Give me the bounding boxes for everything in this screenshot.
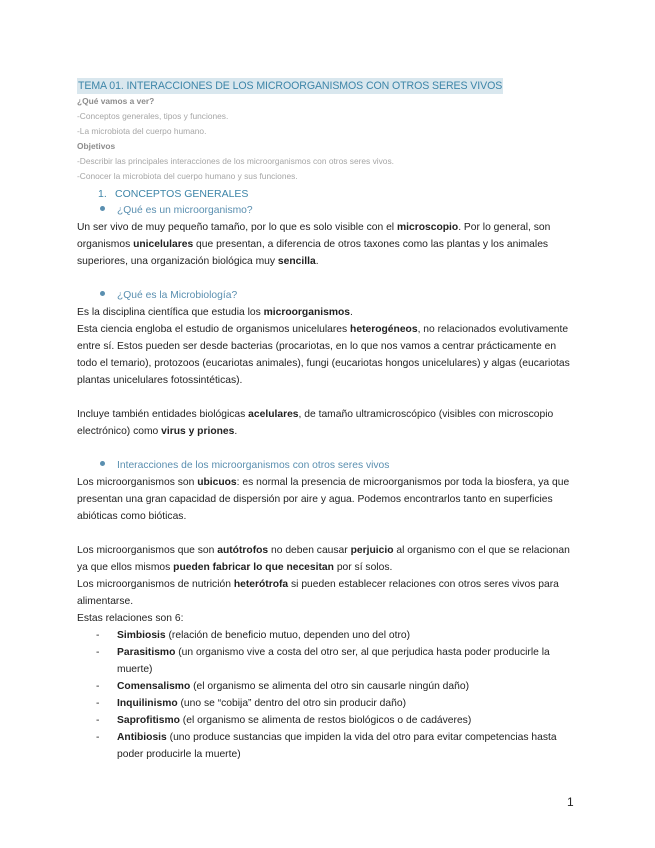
paragraph-acellular: Incluye también entidades biológicas acelulares, de tamaño ultramicroscópico (visibles con microscopio electrónico) como virus y priones. — [77, 409, 554, 437]
bullet-heading-interacciones — [98, 457, 577, 474]
paragraph-discipline: Es la disciplina científica que estudia los microorganismos. — [77, 307, 353, 318]
overview-heading: ¿Qué vamos a ver? — [77, 96, 155, 106]
overview-item: -La microbiota del cuerpo humano. — [77, 126, 207, 136]
page-number: 1 — [567, 795, 574, 809]
section-label: CONCEPTOS GENERALES — [115, 188, 249, 200]
relations-list — [77, 627, 577, 763]
bullet-dot-icon — [100, 461, 105, 466]
bullet-dot-icon — [100, 291, 105, 296]
paragraph-relations-intro: Estas relaciones son 6: — [77, 613, 184, 624]
list-item: - Saprofitismo (el organismo se alimenta de restos biológicos o de cadáveres) — [96, 715, 472, 726]
overview-item: -Conceptos generales, tipos y funciones. — [77, 111, 229, 121]
paragraph-heterotrophs: Los microorganismos de nutrición heterótrofa si pueden establecer relaciones con otros seres vivos para alimentarse. — [77, 579, 559, 607]
objective-item: -Conocer la microbiota del cuerpo humano y sus funciones. — [77, 171, 298, 181]
section-heading-conceptos — [98, 186, 577, 202]
list-item: - Parasitismo (un organismo vive a costa del otro ser, al que perjudica hasta poder producirle la muerte) — [96, 647, 550, 675]
bullet-heading-label: ¿Qué es la Microbiología? — [117, 290, 238, 301]
bullet-heading-label: ¿Qué es un microorganismo? — [117, 205, 253, 216]
objective-item: -Describir las principales interacciones de los microorganismos con otros seres vivos. — [77, 156, 394, 166]
document-content — [77, 76, 577, 763]
objectives-heading: Objetivos — [77, 141, 116, 151]
bullet-heading-label: Interacciones de los microorganismos con otros seres vivos — [117, 460, 390, 471]
section-number: 1. — [98, 188, 107, 200]
list-item: - Comensalismo (el organismo se alimenta del otro sin causarle ningún daño) — [96, 681, 469, 692]
document-title: TEMA 01. INTERACCIONES DE LOS MICROORGANISMOS CON OTROS SERES VIVOS — [78, 80, 503, 92]
paragraph-scope: Esta ciencia engloba el estudio de organismos unicelulares heterogéneos, no relacionados evolutivamente entre sí. Estos pueden ser desde bacterias (procariotas, en lo que nos vamos a centrar prácticamente en todo el temario), protozoos (eucariotas animales), fungi (eucariotas hongos unicelulares) y algas (eucariotas plantas unicelulares fotossintéticas). — [77, 324, 570, 386]
list-item: - Simbiosis (relación de beneficio mutuo, dependen uno del otro) — [96, 630, 411, 641]
paragraph-ubiquity: Los microorganismos son ubicuos: es normal la presencia de microorganismos por toda la biosfera, ya que presentan una gran capacidad de dispersión por aire y agua. Podemos encontrarlos tanto en superficies abióticas como bióticas. — [77, 477, 570, 522]
bullet-dot-icon — [100, 206, 105, 211]
bullet-heading-microorganismo — [98, 202, 577, 219]
bullet-heading-microbiologia — [98, 287, 577, 304]
paragraph-autotrophs: Los microorganismos que son autótrofos no deben causar perjuicio al organismo con el que se relacionan ya que ellos mismos pueden fabricar lo que necesitan por sí solos. — [77, 545, 570, 573]
list-item: - Inquilinismo (uno se “cobija” dentro del otro sin producir daño) — [96, 698, 407, 709]
list-item: - Antibiosis (uno produce sustancias que impiden la vida del otro para evitar competencias hasta poder producirle la muerte) — [96, 732, 557, 760]
paragraph-definition: Un ser vivo de muy pequeño tamaño, por lo que es solo visible con el microscopio. Por lo general, son organismos unicelulares que presentan, a diferencia de otros taxones como las plantas y los animales superiores, una organización biológica muy sencilla. — [77, 222, 551, 267]
